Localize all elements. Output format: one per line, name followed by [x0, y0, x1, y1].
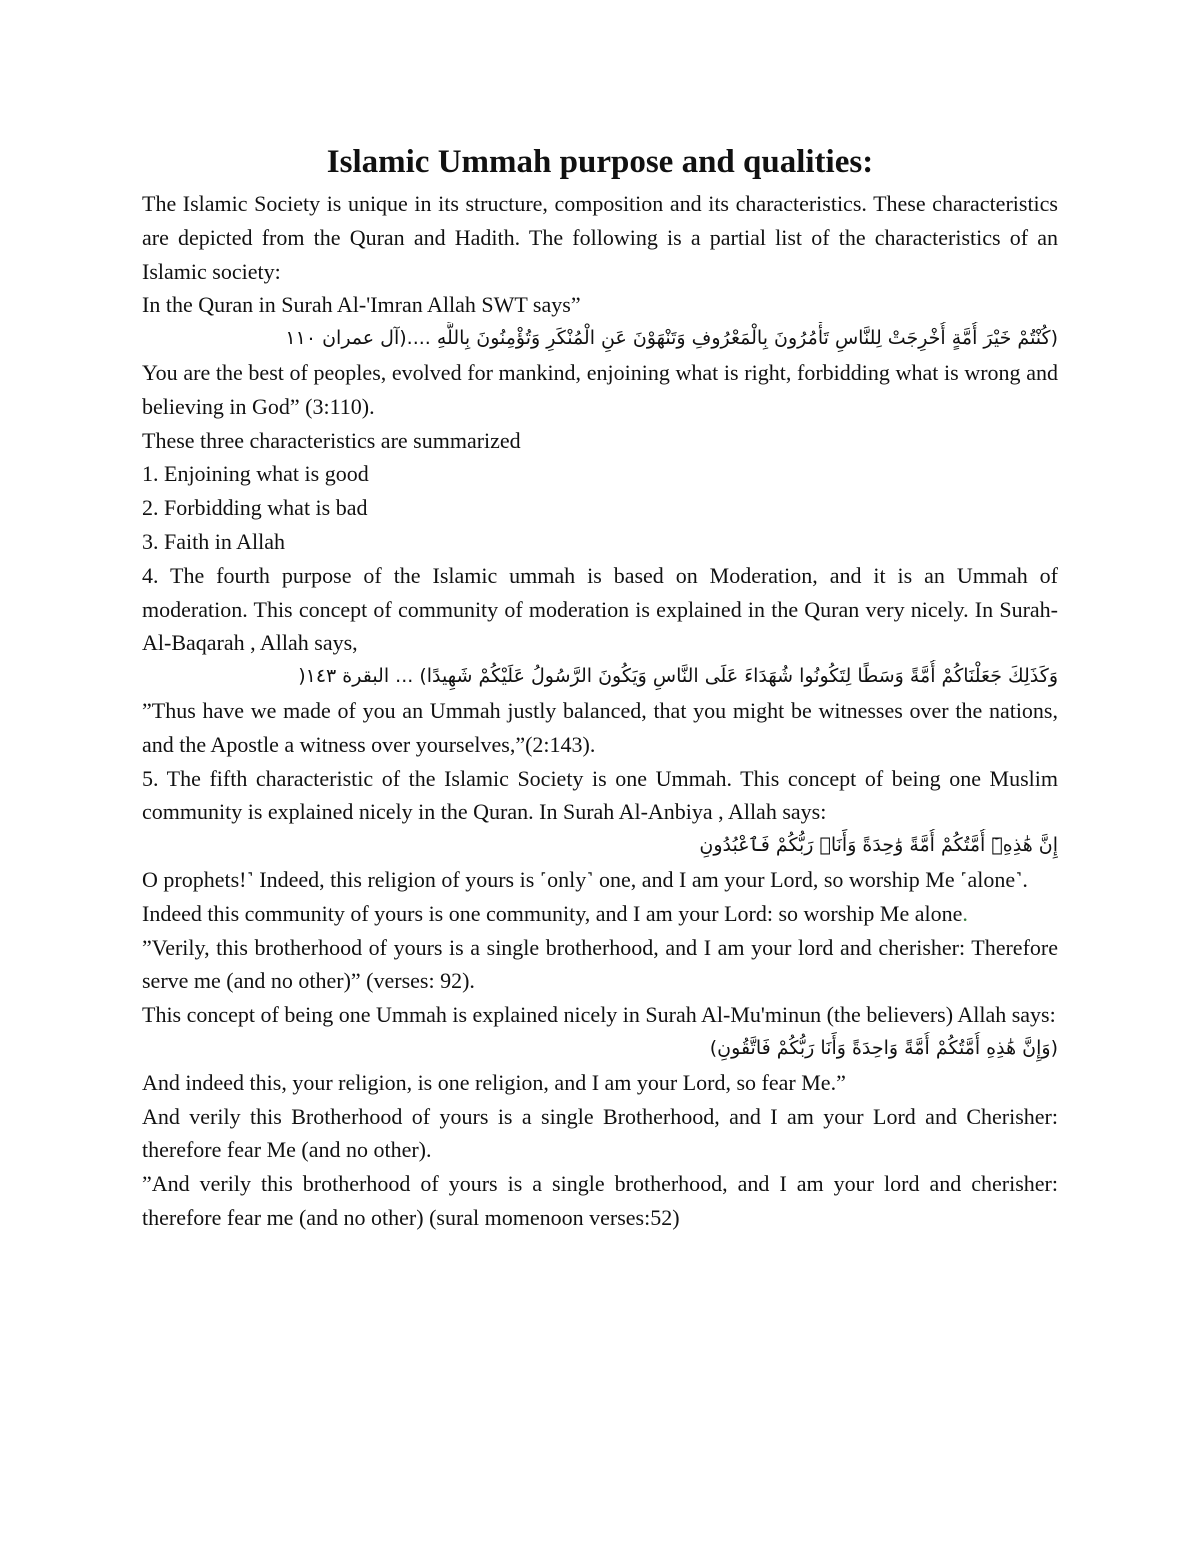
summary-intro: These three characteristics are summarized	[142, 427, 521, 453]
muminun-intro: This concept of being one Ummah is explained nicely in Surah Al-Mu'minun (the believers) Allah says:	[142, 1002, 1056, 1028]
translation-2-143: ”Thus have we made of you an Ummah justly balanced, that you might be witnesses over the nations, and the Apostle a witness over yourselves,”(2:143).	[142, 697, 1058, 757]
green-period: .	[962, 900, 968, 926]
arabic-verse-3-110: (كُنْتُمْ خَيْرَ أُمَّةٍ أُخْرِجَتْ لِلنَّاسِ تَأْمُرُونَ بِالْمَعْرُوفِ وَتَنْهَوْنَ عَنِ الْمُنْكَرِ وَتُؤْمِنُونَ بِاللَّهِ ....(آل عمران ١١٠	[285, 327, 1058, 350]
point-4-paragraph: 4. The fourth purpose of the Islamic ummah is based on Moderation, and it is an Ummah of moderation. This concept of community of moderation is explained in the Quran very nicely. In Surah-Al-Baqarah , Allah says,	[142, 562, 1058, 656]
translation-anbiya-1: O prophets!˺ Indeed, this religion of yours is ˹only˺ one, and I am your Lord, so worship Me ˹alone˺.	[142, 866, 1028, 892]
list-item: 2. Forbidding what is bad	[142, 495, 368, 521]
list-item: 1. Enjoining what is good	[142, 461, 369, 487]
point-5-paragraph: 5. The fifth characteristic of the Islamic Society is one Ummah. This concept of being one Muslim community is explained nicely in the Quran. In Surah Al-Anbiya , Allah says:	[142, 765, 1058, 825]
arabic-verse-muminun: (وَإِنَّ هَٰذِهِ أُمَّتُكُمْ أُمَّةً وَاحِدَةً وَأَنَا رَبُّكُمْ فَاتَّقُونِ)	[709, 1036, 1058, 1059]
arabic-verse-anbiya: إِنَّ هَٰذِهِۦٓ أُمَّتُكُمْ أُمَّةً وَٰحِدَةً وَأَنَا۠ رَبُّكُمْ فَٱعْبُدُونِ	[699, 834, 1058, 857]
arabic-verse-2-143: وَكَذَلِكَ جَعَلْنَاكُمْ أُمَّةً وَسَطًا لِتَكُونُوا شُهَدَاءَ عَلَى النَّاسِ وَيَكُونَ الرَّسُولُ عَلَيْكُمْ شَهِيدًا) ... البقرة ١٤٣(	[298, 665, 1058, 688]
translation-3-110: You are the best of peoples, evolved for mankind, enjoining what is right, forbidding what is wrong and believing in God” (3:110).	[142, 359, 1058, 419]
translation-anbiya-3: ”Verily, this brotherhood of yours is a single brotherhood, and I am your lord and cherisher: Therefore serve me (and no other)” (verses: 92).	[142, 934, 1058, 994]
translation-muminun-1: And indeed this, your religion, is one religion, and I am your Lord, so fear Me.”	[142, 1069, 846, 1095]
document-body	[142, 187, 1058, 1235]
imran-intro: In the Quran in Surah Al-'Imran Allah SWT says”	[142, 292, 581, 318]
intro-paragraph: The Islamic Society is unique in its structure, composition and its characteristics. These characteristics are depicted from the Quran and Hadith. The following is a partial list of the characteristics of an Islamic society:	[142, 191, 1058, 284]
translation-muminun-3: ”And verily this brotherhood of yours is a single brotherhood, and I am your lord and cherisher: therefore fear me (and no other) (sural momenoon verses:52)	[142, 1171, 1058, 1230]
translation-anbiya-2-text: Indeed this community of yours is one community, and I am your Lord: so worship Me alone	[142, 900, 963, 926]
translation-anbiya-2	[142, 897, 1058, 931]
list-item: 3. Faith in Allah	[142, 528, 285, 554]
translation-muminun-2: And verily this Brotherhood of yours is a single Brotherhood, and I am your Lord and Cherisher: therefore fear Me (and no other).	[142, 1103, 1058, 1163]
page-title: Islamic Ummah purpose and qualities:	[326, 144, 874, 180]
